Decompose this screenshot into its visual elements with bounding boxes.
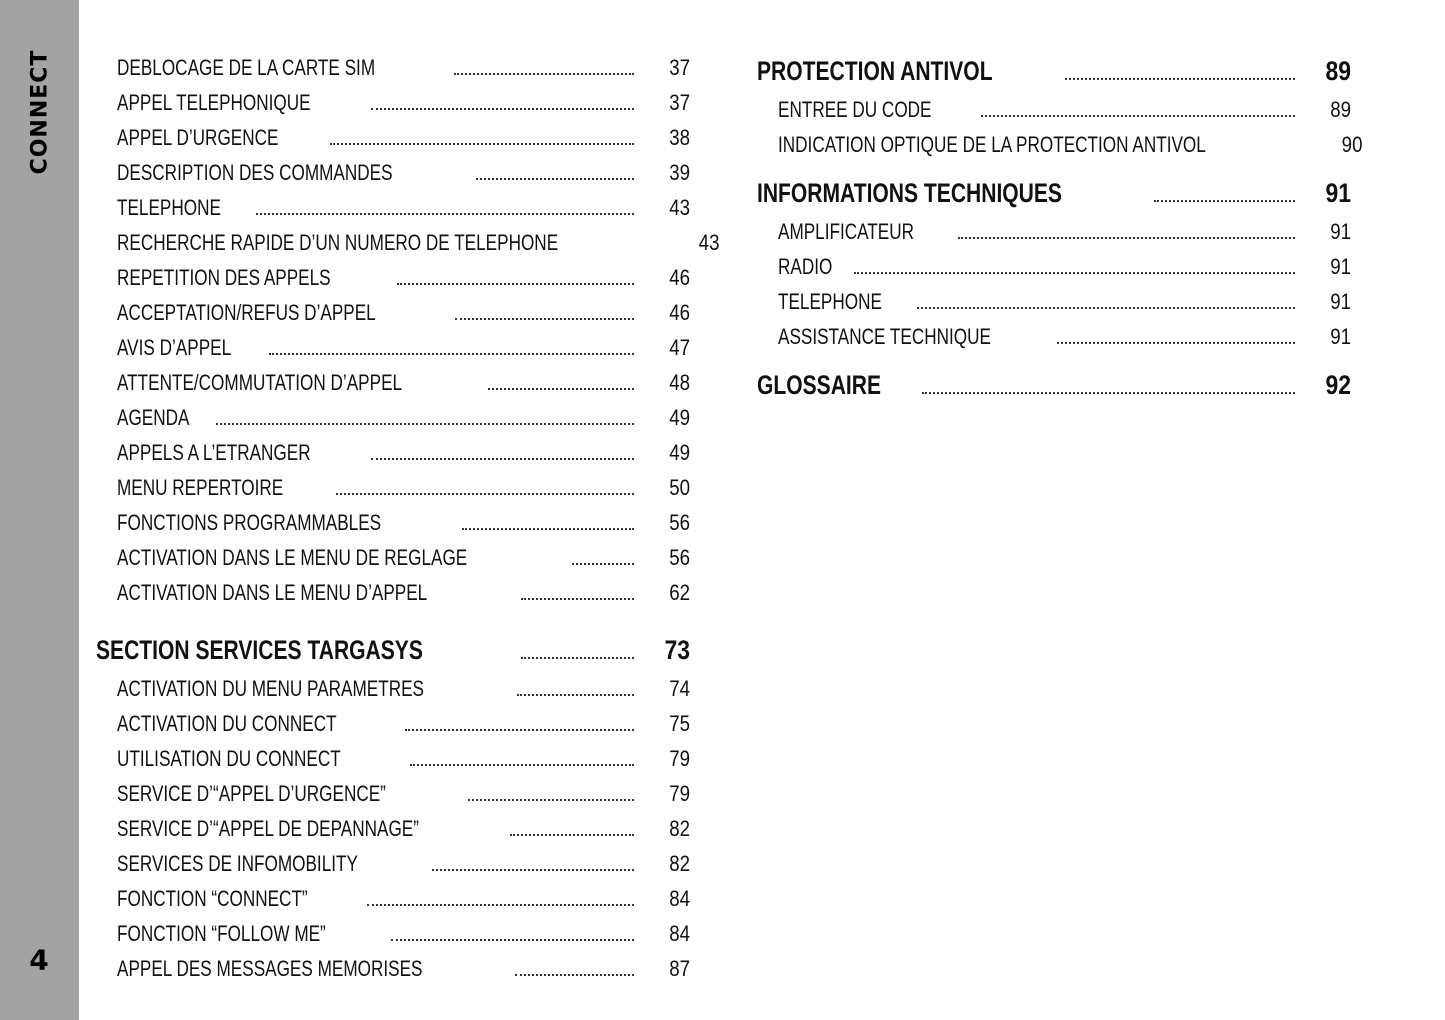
toc-entry-page: 91 — [1330, 324, 1351, 349]
toc-entry-title: UTILISATION DU CONNECT — [117, 746, 341, 771]
dot-leader — [455, 318, 634, 320]
dot-leader — [269, 353, 634, 355]
dot-leader — [397, 283, 634, 285]
toc-entry-title: REPETITION DES APPELS — [117, 265, 331, 290]
toc-entry[interactable] — [96, 435, 690, 470]
toc-entry-title: FONCTION “FOLLOW ME” — [117, 921, 326, 946]
dot-leader — [854, 272, 1295, 274]
dot-leader — [371, 108, 634, 110]
toc-right-column — [757, 50, 1363, 406]
toc-entry[interactable] — [96, 505, 690, 540]
toc-left-column — [96, 50, 720, 986]
toc-entry-page: 75 — [669, 711, 690, 736]
toc-entry-title: ACTIVATION DANS LE MENU D’APPEL — [117, 580, 428, 605]
toc-entry-title: ACTIVATION DANS LE MENU DE REGLAGE — [117, 545, 468, 570]
toc-entry-title: AGENDA — [117, 405, 190, 430]
sidebar-tab — [0, 0, 79, 1020]
toc-entry[interactable] — [96, 295, 690, 330]
toc-entry[interactable] — [96, 365, 690, 400]
toc-heading-page: 73 — [664, 635, 690, 665]
toc-entry-page: 46 — [669, 300, 690, 325]
toc-entry[interactable] — [757, 92, 1351, 127]
toc-entry-title: ACTIVATION DU CONNECT — [117, 711, 337, 736]
toc-entry-page: 37 — [669, 55, 690, 80]
toc-heading-title: INFORMATIONS TECHNIQUES — [757, 178, 1062, 208]
toc-entry-page: 56 — [669, 545, 690, 570]
dot-leader — [454, 73, 634, 75]
toc-heading-title: GLOSSAIRE — [757, 370, 882, 400]
toc-entry-title: DEBLOCAGE DE LA CARTE SIM — [117, 55, 376, 80]
toc-entry-title: ASSISTANCE TECHNIQUE — [778, 324, 991, 349]
toc-entry-title: APPELS A L’ETRANGER — [117, 440, 311, 465]
dot-leader — [371, 458, 634, 460]
dot-leader — [572, 563, 634, 565]
toc-entry-title: RADIO — [778, 254, 833, 279]
toc-entry-title: MENU REPERTOIRE — [117, 475, 284, 500]
dot-leader — [462, 528, 634, 530]
toc-heading-page: 92 — [1325, 370, 1351, 400]
dot-leader — [468, 799, 634, 801]
toc-entry-page: 49 — [669, 405, 690, 430]
toc-entry-title: AVIS D’APPEL — [117, 335, 232, 360]
toc-entry-page: 91 — [1330, 219, 1351, 244]
toc-entry-page: 82 — [669, 851, 690, 876]
dot-leader — [256, 213, 634, 215]
toc-entry[interactable] — [96, 881, 690, 916]
toc-entry-title: INDICATION OPTIQUE DE LA PROTECTION ANTIVOL — [778, 132, 1206, 157]
toc-entry-page: 84 — [669, 886, 690, 911]
toc-entry-title: APPEL DES MESSAGES MEMORISES — [117, 956, 423, 981]
dot-leader — [917, 307, 1295, 309]
dot-leader — [405, 729, 634, 731]
toc-entry-page: 90 — [1342, 132, 1363, 157]
toc-entry-page: 46 — [669, 265, 690, 290]
toc-entry-page: 79 — [669, 746, 690, 771]
dot-leader — [517, 694, 634, 696]
toc-entry[interactable] — [757, 319, 1351, 354]
toc-entry[interactable] — [96, 155, 690, 190]
dot-leader — [216, 423, 634, 425]
toc-heading-informations[interactable] — [757, 172, 1351, 214]
dot-leader — [958, 237, 1295, 239]
toc-entry-page: 82 — [669, 816, 690, 841]
dot-leader — [510, 834, 634, 836]
toc-entry-title: TELEPHONE — [778, 289, 882, 314]
toc-entry[interactable] — [96, 916, 690, 951]
toc-entry[interactable] — [96, 260, 690, 295]
dot-leader — [488, 388, 634, 390]
toc-heading-page: 89 — [1325, 56, 1351, 86]
toc-entry[interactable] — [96, 470, 690, 505]
toc-entry-title: FONCTIONS PROGRAMMABLES — [117, 510, 382, 535]
toc-heading-protection[interactable] — [757, 50, 1351, 92]
dot-leader — [330, 143, 634, 145]
toc-entry[interactable] — [96, 846, 690, 881]
dot-leader — [521, 657, 634, 659]
toc-entry[interactable] — [96, 330, 690, 365]
toc-entry-title: AMPLIFICATEUR — [778, 219, 915, 244]
toc-entry-title: ATTENTE/COMMUTATION D’APPEL — [117, 370, 403, 395]
toc-entry[interactable] — [96, 540, 690, 575]
toc-entry-title: SERVICES DE INFOMOBILITY — [117, 851, 358, 876]
toc-entry[interactable] — [96, 811, 690, 846]
toc-entry-page: 38 — [669, 125, 690, 150]
dot-leader — [367, 904, 634, 906]
toc-heading-targasys[interactable] — [96, 629, 690, 671]
toc-entry-page: 91 — [1330, 289, 1351, 314]
toc-entry-page: 50 — [669, 475, 690, 500]
dot-leader — [410, 764, 634, 766]
toc-entry-page: 43 — [698, 230, 720, 255]
toc-entry-page: 39 — [669, 160, 690, 185]
dot-leader — [1057, 342, 1295, 344]
toc-entry-page: 43 — [669, 195, 690, 220]
toc-entry-title: RECHERCHE RAPIDE D’UN NUMERO DE TELEPHONE — [117, 230, 559, 255]
toc-entry-page: 47 — [669, 335, 690, 360]
toc-entry-page: 79 — [669, 781, 690, 806]
toc-entry[interactable] — [96, 120, 690, 155]
toc-entry-title: DESCRIPTION DES COMMANDES — [117, 160, 393, 185]
toc-entry-title: ENTREE DU CODE — [778, 97, 932, 122]
toc-entry-title: APPEL TELEPHONIQUE — [117, 90, 311, 115]
dot-leader — [476, 178, 634, 180]
toc-entry[interactable] — [96, 951, 690, 986]
dot-leader — [981, 115, 1295, 117]
dot-leader — [336, 493, 634, 495]
toc-entry-page: 56 — [669, 510, 690, 535]
page-number: 4 — [29, 943, 49, 977]
toc-entry-title: ACTIVATION DU MENU PARAMETRES — [117, 676, 425, 701]
dot-leader — [432, 869, 634, 871]
toc-entry[interactable] — [96, 190, 690, 225]
dot-leader — [1065, 78, 1295, 80]
toc-entry[interactable] — [96, 400, 690, 435]
toc-heading-page: 91 — [1325, 178, 1351, 208]
toc-entry[interactable] — [757, 249, 1351, 284]
toc-entry[interactable] — [96, 50, 690, 85]
toc-entry-title: TELEPHONE — [117, 195, 221, 220]
toc-entry-page: 48 — [669, 370, 690, 395]
toc-entry-page: 84 — [669, 921, 690, 946]
dot-leader — [1154, 200, 1295, 202]
toc-entry[interactable] — [757, 214, 1351, 249]
toc-entry[interactable] — [96, 776, 690, 811]
toc-entry-title: ACCEPTATION/REFUS D’APPEL — [117, 300, 376, 325]
toc-entry[interactable] — [96, 741, 690, 776]
toc-entry-page: 74 — [669, 676, 690, 701]
toc-entry-page: 62 — [669, 580, 690, 605]
toc-entry[interactable] — [757, 284, 1351, 319]
toc-entry[interactable] — [96, 225, 720, 260]
toc-entry-title: APPEL D’URGENCE — [117, 125, 279, 150]
dot-leader — [515, 974, 634, 976]
toc-entry-page: 89 — [1330, 97, 1351, 122]
toc-entry[interactable] — [757, 127, 1363, 162]
toc-heading-title: SECTION SERVICES TARGASYS — [96, 635, 423, 665]
toc-heading-glossaire[interactable] — [757, 364, 1351, 406]
toc-entry[interactable] — [96, 706, 690, 741]
toc-entry-title: SERVICE D’“APPEL DE DEPANNAGE” — [117, 816, 419, 841]
toc-entry[interactable] — [96, 671, 690, 706]
section-title: CONNECT — [27, 49, 53, 175]
dot-leader — [391, 939, 634, 941]
toc-entry[interactable] — [96, 85, 690, 120]
dot-leader — [922, 392, 1295, 394]
toc-entry-page: 87 — [669, 956, 690, 981]
toc-entry-page: 91 — [1330, 254, 1351, 279]
toc-entry-title: FONCTION “CONNECT” — [117, 886, 308, 911]
toc-entry-page: 49 — [669, 440, 690, 465]
dot-leader — [521, 598, 634, 600]
toc-entry-page: 37 — [669, 90, 690, 115]
toc-entry[interactable] — [96, 575, 690, 610]
toc-entry-title: SERVICE D’“APPEL D’URGENCE” — [117, 781, 386, 806]
toc-heading-title: PROTECTION ANTIVOL — [757, 56, 993, 86]
